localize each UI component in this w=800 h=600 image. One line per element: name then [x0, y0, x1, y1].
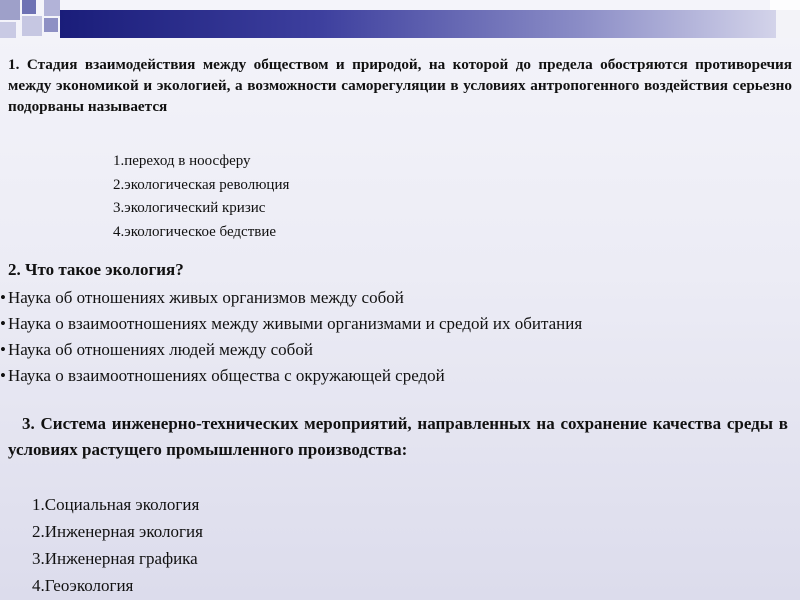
question-2-options: [0, 285, 582, 389]
decor-square: [22, 16, 42, 36]
header-decoration: [0, 0, 800, 44]
decor-square: [0, 0, 20, 20]
q2-option-3[interactable]: • Наука об отношениях людей между собой: [0, 337, 582, 363]
decor-square: [44, 18, 58, 32]
q1-option-1[interactable]: 1.переход в ноосферу: [113, 153, 251, 169]
q3-option-4[interactable]: 4.Геоэкология: [32, 576, 134, 595]
q1-option-3[interactable]: 3.экологический кризис: [113, 200, 266, 216]
q1-option-2[interactable]: 2.экологическая революция: [113, 176, 290, 193]
q2-option-4[interactable]: • Наука о взаимоотношениях общества с окружающей средой: [0, 363, 582, 389]
q1-option-4[interactable]: 4.экологическое бедствие: [113, 223, 277, 240]
decor-square: [0, 22, 16, 38]
question-1-options: [113, 150, 289, 244]
decor-square: [776, 10, 800, 38]
decor-square: [44, 0, 60, 16]
decor-square: [22, 0, 36, 14]
q2-option-2[interactable]: • Наука о взаимоотношениях между живыми организмами и средой их обитания: [0, 311, 582, 337]
decor-square: [770, 0, 800, 10]
header-band: [60, 10, 800, 38]
q3-option-1[interactable]: 1.Социальная экология: [32, 495, 200, 514]
q2-option-1[interactable]: • Наука об отношениях живых организмов между собой: [0, 285, 582, 311]
question-2-text: 2. Что такое экология?: [8, 260, 184, 279]
question-3-options: [32, 491, 203, 599]
question-1-text: 1. Стадия взаимодействия между обществом и природой, на которой до предела обостряются противоречия между экономикой и экологией, а возможности саморегуляции в условиях антропогенного воздействия серьезно подорваны называется: [8, 56, 792, 115]
question-3-text: 3. Система инженерно-технических мероприятий, направленных на сохранение качества среды в условиях растущего промышленного производства:: [8, 414, 788, 459]
q3-option-2[interactable]: 2.Инженерная экология: [32, 522, 203, 541]
q3-option-3[interactable]: 3.Инженерная графика: [32, 549, 198, 568]
